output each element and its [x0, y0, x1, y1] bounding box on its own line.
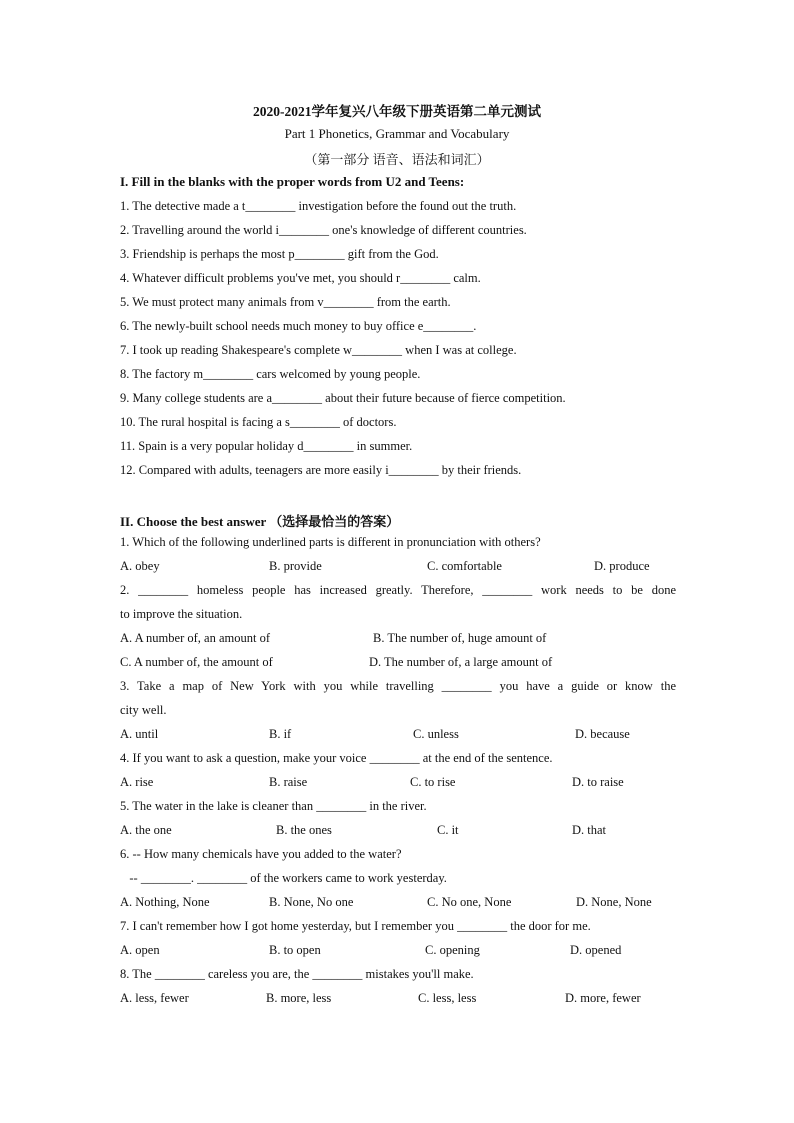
q5-option-d: D. that [572, 823, 607, 837]
section-1-heading: I. Fill in the blanks with the proper words from U2 and Teens: [120, 174, 465, 189]
fill-blank-item: 2. Travelling around the world i________ one's knowledge of different countries. [120, 223, 527, 237]
fill-blank-item: 4. Whatever difficult problems you've met, you should r________ calm. [120, 271, 481, 285]
fill-blank-item: 6. The newly-built school needs much money to buy office e________. [120, 319, 477, 333]
q3-option-d: D. because [575, 727, 630, 741]
q1-option-d: D. produce [594, 559, 650, 573]
q1-option-a: A. obey [120, 559, 160, 573]
q1-option-c: C. comfortable [427, 559, 502, 573]
fill-blank-item: 1. The detective made a t________ investigation before the found out the truth. [120, 199, 517, 213]
q6-option-a: A. Nothing, None [120, 895, 210, 909]
q5-option-a: A. the one [120, 823, 172, 837]
fill-blank-item: 12. Compared with adults, teenagers are more easily i________ by their friends. [120, 463, 522, 477]
q3-option-b: B. if [269, 727, 292, 741]
fill-blank-item: 8. The factory m________ cars welcomed by young people. [120, 367, 421, 381]
question-4: 4. If you want to ask a question, make your voice ________ at the end of the sentence. [120, 751, 553, 765]
q6-option-d: D. None, None [576, 895, 652, 909]
question-2-continued: to improve the situation. [120, 607, 243, 621]
q7-option-c: C. opening [425, 943, 480, 957]
fill-blank-item: 3. Friendship is perhaps the most p________ gift from the God. [120, 247, 439, 261]
question-3-continued: city well. [120, 703, 167, 717]
page-title: 2020-2021学年复兴八年级下册英语第二单元测试 [253, 104, 541, 119]
q8-option-d: D. more, fewer [565, 991, 641, 1005]
q7-option-d: D. opened [570, 943, 622, 957]
fill-blank-item: 10. The rural hospital is facing a s________ of doctors. [120, 415, 397, 429]
q7-option-a: A. open [120, 943, 160, 957]
question-7: 7. I can't remember how I got home yesterday, but I remember you ________ the door for me. [120, 919, 591, 933]
question-2: 2. ________ homeless people has increased greatly. Therefore, ________ work needs to be done [120, 583, 676, 597]
q2-option-a: A. A number of, an amount of [120, 631, 270, 645]
q8-option-a: A. less, fewer [120, 991, 189, 1005]
q4-option-c: C. to rise [410, 775, 456, 789]
q8-option-b: B. more, less [266, 991, 332, 1005]
part-subtitle: Part 1 Phonetics, Grammar and Vocabulary [284, 126, 510, 141]
fill-blank-item: 5. We must protect many animals from v________ from the earth. [120, 295, 451, 309]
section-2-heading: II. Choose the best answer （选择最恰当的答案） [120, 514, 400, 529]
q5-option-b: B. the ones [276, 823, 332, 837]
question-8: 8. The ________ careless you are, the ________ mistakes you'll make. [120, 967, 474, 981]
fill-blank-item: 11. Spain is a very popular holiday d________ in summer. [120, 439, 413, 453]
q6-option-c: C. No one, None [427, 895, 512, 909]
question-6-continued: -- ________. ________ of the workers came to work yesterday. [120, 871, 447, 885]
fill-blank-item: 9. Many college students are a________ about their future because of fierce competition. [120, 391, 566, 405]
q6-option-b: B. None, No one [269, 895, 354, 909]
q2-option-d: D. The number of, a large amount of [369, 655, 553, 669]
q4-option-b: B. raise [269, 775, 308, 789]
q8-option-c: C. less, less [418, 991, 477, 1005]
part-subtitle-chinese: （第一部分 语音、语法和词汇） [304, 152, 490, 167]
q4-option-d: D. to raise [572, 775, 624, 789]
q2-option-b: B. The number of, huge amount of [373, 631, 547, 645]
q7-option-b: B. to open [269, 943, 321, 957]
question-5: 5. The water in the lake is cleaner than ________ in the river. [120, 799, 427, 813]
q4-option-a: A. rise [120, 775, 154, 789]
q3-option-c: C. unless [413, 727, 459, 741]
q2-option-c: C. A number of, the amount of [120, 655, 273, 669]
fill-blank-item: 7. I took up reading Shakespeare's complete w________ when I was at college. [120, 343, 517, 357]
q1-option-b: B. provide [269, 559, 322, 573]
q5-option-c: C. it [437, 823, 459, 837]
question-1: 1. Which of the following underlined parts is different in pronunciation with others? [120, 535, 541, 549]
question-6: 6. -- How many chemicals have you added to the water? [120, 847, 402, 861]
q3-option-a: A. until [120, 727, 159, 741]
question-3: 3. Take a map of New York with you while travelling ________ you have a guide or know the [120, 679, 676, 693]
